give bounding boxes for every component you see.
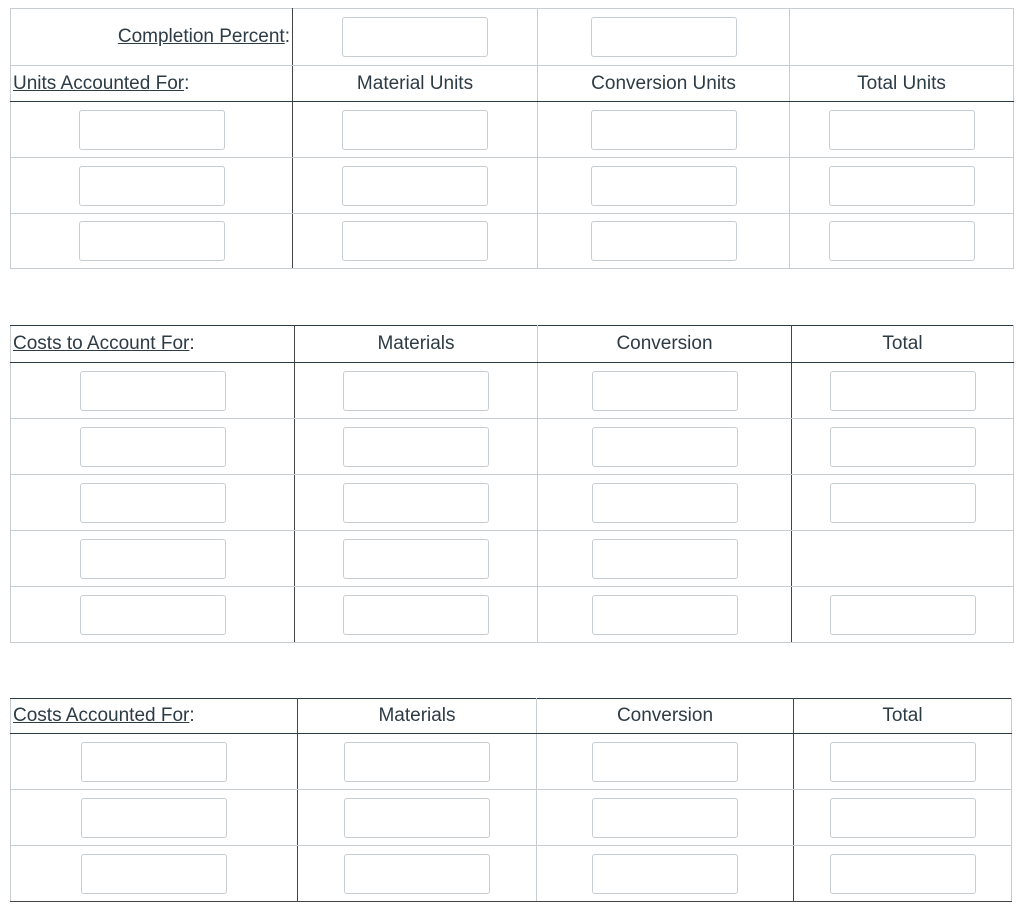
accounted-conversion-input[interactable]: [592, 798, 738, 838]
accounted-total-input[interactable]: [830, 742, 976, 782]
units-conversion-input[interactable]: [591, 166, 737, 206]
accounted-conversion-input[interactable]: [592, 742, 738, 782]
completion-material-input[interactable]: [342, 17, 488, 57]
cost-materials-input[interactable]: [343, 427, 489, 467]
units-material-input[interactable]: [342, 221, 488, 261]
table-row: [11, 363, 1014, 419]
cost-row-label-input[interactable]: [80, 595, 226, 635]
costs-to-account-table: [10, 325, 1014, 643]
units-table: [10, 8, 1014, 269]
accounted-row-label-input[interactable]: [81, 854, 227, 894]
units-total-input[interactable]: [829, 221, 975, 261]
header-total-units: Total Units: [790, 66, 1014, 102]
accounted-materials-input[interactable]: [344, 854, 490, 894]
cost-total-input[interactable]: [830, 483, 976, 523]
table-row: [11, 790, 1012, 846]
accounted-row-label-input[interactable]: [81, 798, 227, 838]
units-total-input[interactable]: [829, 166, 975, 206]
cost-total-input[interactable]: [830, 595, 976, 635]
accounted-total-input[interactable]: [830, 798, 976, 838]
cost-materials-input[interactable]: [343, 539, 489, 579]
accounted-total-input[interactable]: [830, 854, 976, 894]
table-row: [11, 158, 1014, 214]
colon: :: [184, 72, 190, 94]
cost-row-label-input[interactable]: [80, 483, 226, 523]
completion-conversion-cell: [538, 9, 790, 66]
cost-materials-input[interactable]: [343, 483, 489, 523]
completion-percent-label: Completion Percent: [117, 26, 285, 47]
colon: :: [284, 26, 290, 47]
completion-material-cell: [293, 9, 538, 66]
table-row: [11, 475, 1014, 531]
header-conversion: Conversion: [538, 326, 792, 363]
costs-to-account-label: Costs to Account For: [13, 333, 190, 354]
cost-total-input[interactable]: [830, 427, 976, 467]
costs-accounted-table: [10, 698, 1012, 902]
units-row-label-input[interactable]: [79, 110, 225, 150]
units-total-input[interactable]: [829, 110, 975, 150]
table-row: [11, 734, 1012, 790]
cost-conversion-input[interactable]: [592, 539, 738, 579]
accounted-conversion-input[interactable]: [592, 854, 738, 894]
completion-empty-cell: [790, 9, 1014, 66]
accounted-row-label-input[interactable]: [81, 742, 227, 782]
header-material-units: Material Units: [293, 66, 538, 102]
header-total: Total: [794, 699, 1012, 734]
table-row: [11, 102, 1014, 158]
cost-total-input[interactable]: [830, 371, 976, 411]
cost-materials-input[interactable]: [343, 595, 489, 635]
header-conversion: Conversion: [537, 699, 794, 734]
units-material-input[interactable]: [342, 110, 488, 150]
table-row: [11, 587, 1014, 643]
cost-conversion-input[interactable]: [592, 427, 738, 467]
units-accounted-label: Units Accounted For: [13, 72, 185, 94]
cost-conversion-input[interactable]: [592, 483, 738, 523]
table-row: [11, 419, 1014, 475]
completion-conversion-input[interactable]: [591, 17, 737, 57]
cost-row-label-input[interactable]: [80, 371, 226, 411]
header-total: Total: [792, 326, 1014, 363]
table-row: [11, 214, 1014, 269]
costs-accounted-label-cell: [11, 699, 298, 734]
units-row-label-input[interactable]: [79, 166, 225, 206]
cost-conversion-input[interactable]: [592, 371, 738, 411]
header-conversion-units: Conversion Units: [538, 66, 790, 102]
table-row: [11, 531, 1014, 587]
empty-cell: [792, 531, 1014, 587]
units-accounted-label-cell: [11, 66, 293, 102]
units-row-label-input[interactable]: [79, 221, 225, 261]
header-materials: Materials: [298, 699, 537, 734]
header-materials: Materials: [295, 326, 538, 363]
colon: :: [189, 333, 195, 354]
cost-row-label-input[interactable]: [80, 539, 226, 579]
cost-materials-input[interactable]: [343, 371, 489, 411]
units-conversion-input[interactable]: [591, 221, 737, 261]
units-material-input[interactable]: [342, 166, 488, 206]
units-conversion-input[interactable]: [591, 110, 737, 150]
costs-accounted-label: Costs Accounted For: [13, 705, 190, 726]
cost-conversion-input[interactable]: [592, 595, 738, 635]
accounted-materials-input[interactable]: [344, 798, 490, 838]
cost-row-label-input[interactable]: [80, 427, 226, 467]
table-row: [11, 846, 1012, 902]
costs-to-account-label-cell: [11, 326, 295, 363]
completion-percent-label-cell: [11, 9, 293, 66]
accounted-materials-input[interactable]: [344, 742, 490, 782]
colon: :: [189, 705, 195, 726]
